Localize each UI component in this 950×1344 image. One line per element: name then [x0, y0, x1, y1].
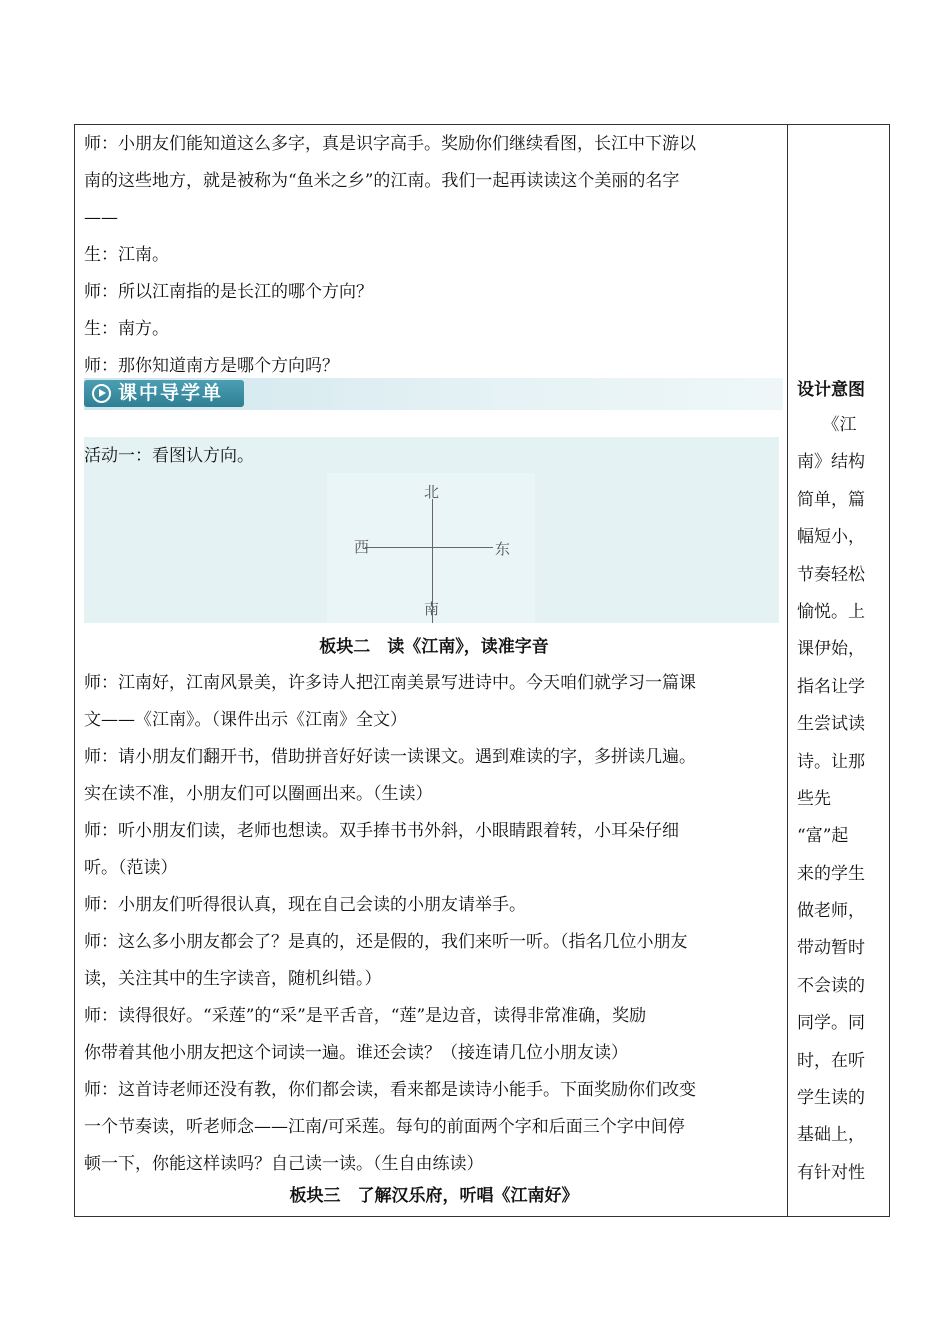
sidebar-line: 时，在听 [797, 1050, 865, 1071]
sidebar-line: 指名让学 [797, 676, 865, 697]
dialogue-line: 师：江南好，江南风景美，许多诗人把江南美景写进诗中。今天咱们就学习一篇课 [84, 673, 696, 693]
dialogue-line: 顿一下，你能这样读吗？自己读一读。（生自由练读） [84, 1154, 484, 1174]
sidebar-title: 设计意图 [797, 380, 865, 400]
dialogue-line: 实在读不准，小朋友们可以圈画出来。（生读） [84, 784, 433, 804]
sidebar-line: 节奏轻松 [797, 564, 865, 585]
activity-box [84, 437, 779, 623]
dialogue-line: 南的这些地方，就是被称为“鱼米之乡”的江南。我们一起再读读这个美丽的名字 [84, 171, 680, 191]
guide-banner-tag [84, 380, 244, 407]
sidebar-line: 有针对性 [797, 1162, 865, 1183]
sidebar-line: 生尝试读 [797, 714, 865, 735]
compass-horizontal-line [365, 547, 493, 548]
dialogue-line: 你带着其他小朋友把这个词读一遍。谁还会读？（接连请几位小朋友读） [84, 1043, 628, 1063]
dialogue-line: 读，关注其中的生字读音，随机纠错。） [84, 969, 382, 989]
sidebar-line: 课伊始， [797, 639, 865, 660]
dialogue-line: 生：南方。 [84, 319, 169, 339]
compass-east-label: 东 [495, 540, 511, 558]
sidebar-line: 学生读的 [797, 1088, 865, 1109]
dialogue-line: —— [84, 208, 118, 228]
dialogue-line: 师：小朋友们听得很认真，现在自己会读的小朋友请举手。 [84, 895, 526, 915]
compass-south-label: 南 [424, 600, 440, 618]
sidebar-line: 诗。让那 [797, 751, 865, 772]
sidebar-line: 不会读的 [797, 975, 865, 996]
sidebar-line: 愉悦。上 [797, 601, 865, 622]
dialogue-line: 生：江南。 [84, 245, 169, 265]
sidebar-line: 同学。同 [797, 1013, 865, 1034]
section-two-heading: 板块二 读《江南》，读准字音 [319, 637, 549, 657]
dialogue-line: 师：这么多小朋友都会了？是真的，还是假的，我们来听一听。（指名几位小朋友 [84, 932, 688, 952]
activity-title: 活动一：看图认方向。 [84, 446, 254, 466]
column-divider [787, 124, 788, 1217]
compass-west-label: 西 [354, 538, 370, 556]
section-three-heading: 板块三 了解汉乐府，听唱《江南好》 [289, 1186, 579, 1206]
compass-diagram [327, 473, 535, 623]
sidebar-line: 来的学生 [797, 863, 865, 884]
dialogue-line: 听。（范读） [84, 858, 178, 878]
sidebar-line: 做老师， [797, 901, 865, 922]
dialogue-line: 师：听小朋友们读，老师也想读。双手捧书书外斜，小眼睛跟着转，小耳朵仔细 [84, 821, 679, 841]
dialogue-line: 师：所以江南指的是长江的哪个方向？ [84, 282, 373, 302]
section-two-body [84, 665, 784, 1183]
dialogue-line: 一个节奏读，听老师念——江南/可采莲。每句的前面两个字和后面三个字中间停 [84, 1117, 685, 1137]
sidebar-line: 带动暂时 [797, 938, 865, 959]
sidebar-notes [797, 407, 877, 1192]
sidebar-line: 基础上， [797, 1125, 865, 1146]
sidebar-line: 幅短小， [797, 527, 865, 548]
guide-banner [84, 378, 783, 410]
play-circle-icon [92, 384, 111, 403]
dialogue-line: 师：那你知道南方是哪个方向吗？ [84, 356, 339, 376]
dialogue-line: 师：这首诗老师还没有教，你们都会读，看来都是读诗小能手。下面奖励你们改变 [84, 1080, 696, 1100]
guide-banner-label: 课中导学单 [118, 382, 224, 404]
top-dialogue [84, 126, 784, 385]
sidebar-line: 南》结构 [797, 452, 865, 473]
dialogue-line: 师：读得很好。“采莲”的“采”是平舌音，“莲”是边音，读得非常准确，奖励 [84, 1006, 647, 1026]
dialogue-line: 师：请小朋友们翻开书，借助拼音好好读一读课文。遇到难读的字，多拼读几遍。 [84, 747, 696, 767]
dialogue-line: 师：小朋友们能知道这么多字，真是识字高手。奖励你们继续看图，长江中下游以 [84, 134, 696, 154]
sidebar-line: 简单，篇 [797, 489, 865, 510]
sidebar-line: 些先 [797, 788, 831, 809]
sidebar-line: “富”起 [797, 826, 849, 847]
sidebar-line: 《江 [797, 415, 857, 435]
compass-north-label: 北 [424, 483, 440, 501]
dialogue-line: 文——《江南》。（课件出示《江南》全文） [84, 710, 407, 730]
